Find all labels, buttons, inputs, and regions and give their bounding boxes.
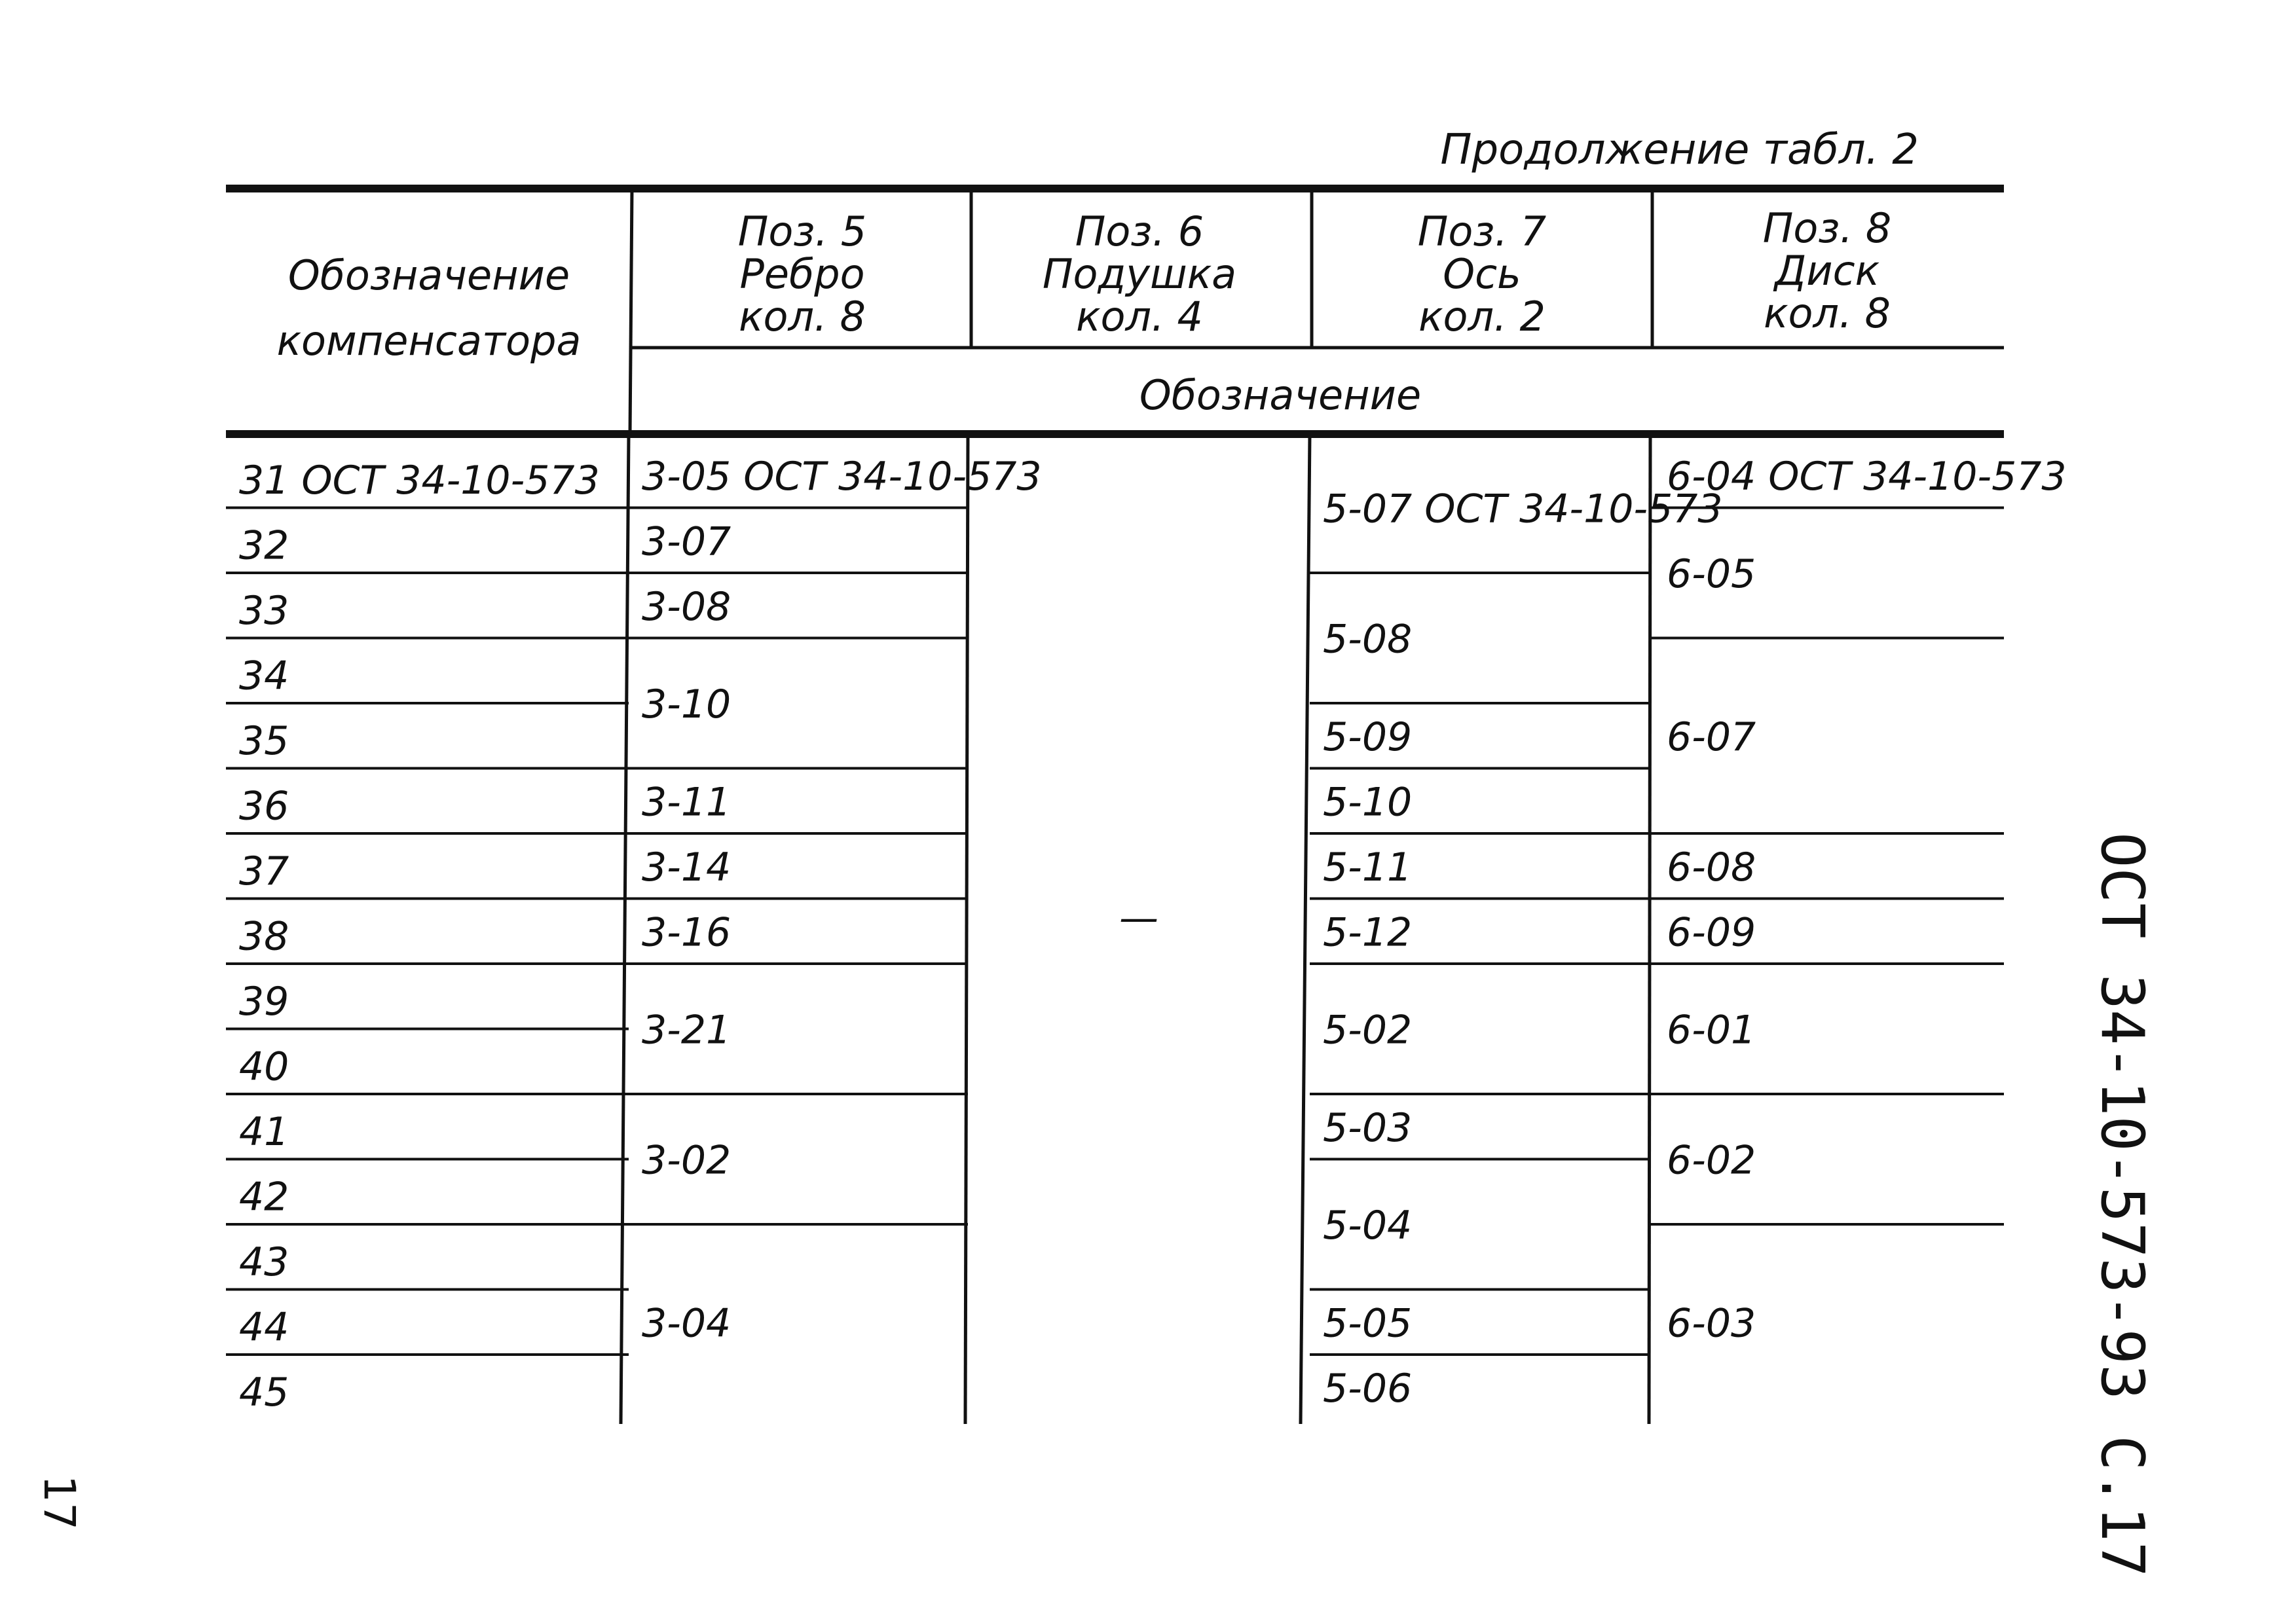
document-side-title: ОСТ 34-10-573-93 С.17 bbox=[2088, 832, 2157, 1577]
designation-row-1: 32 bbox=[239, 522, 289, 569]
poz5-cell-6: 3-16 bbox=[642, 909, 731, 956]
poz5-cell-4: 3-11 bbox=[642, 779, 731, 826]
header-col2-line1: Поз. 5 bbox=[737, 208, 867, 255]
designation-row-5: 36 bbox=[239, 783, 289, 830]
designation-row-9: 40 bbox=[239, 1044, 289, 1090]
poz5-cell-2: 3-08 bbox=[642, 583, 731, 630]
poz5-cell-9: 3-04 bbox=[642, 1300, 731, 1347]
col-divider-1 bbox=[621, 434, 629, 1424]
poz5-cell-0: 3-05 ОСТ 34-10-573 bbox=[642, 453, 1042, 500]
header-subheader: Обозначение bbox=[1139, 371, 1422, 419]
poz7-cell-8: 5-04 bbox=[1323, 1203, 1413, 1249]
header-col4-line1: Поз. 7 bbox=[1417, 208, 1547, 255]
table-body-cells bbox=[239, 454, 2067, 1415]
col-divider-1-header bbox=[630, 189, 632, 434]
designation-row-10: 41 bbox=[239, 1109, 289, 1155]
poz7-cell-1: 5-08 bbox=[1323, 616, 1413, 663]
col-divider-4 bbox=[1649, 434, 1650, 1424]
table-caption: Продолжение табл. 2 bbox=[1440, 126, 1919, 174]
poz5-cell-8: 3-02 bbox=[642, 1137, 731, 1184]
col-divider-2 bbox=[965, 434, 968, 1424]
header-col1-line1: Обозначение bbox=[287, 251, 570, 299]
page-number: 17 bbox=[34, 1475, 84, 1530]
poz8-cell-7: 6-03 bbox=[1667, 1300, 1756, 1347]
header-col1-line2: компенсатора bbox=[276, 317, 582, 365]
header-col4-line2: Ось bbox=[1443, 250, 1521, 298]
poz7-cell-0: 5-07 ОСТ 34-10-573 bbox=[1323, 486, 1723, 532]
designation-row-7: 38 bbox=[239, 913, 289, 960]
poz7-cell-7: 5-03 bbox=[1323, 1104, 1413, 1151]
poz5-cell-7: 3-21 bbox=[642, 1007, 731, 1053]
poz8-cell-5: 6-01 bbox=[1667, 1007, 1756, 1053]
designation-row-0: 31 ОСТ 34-10-573 bbox=[239, 458, 600, 503]
designation-row-2: 33 bbox=[239, 588, 289, 634]
poz5-cell-1: 3-07 bbox=[642, 519, 731, 565]
table-header bbox=[277, 204, 1892, 419]
designation-row-6: 37 bbox=[239, 848, 289, 894]
designation-row-8: 39 bbox=[239, 979, 289, 1025]
designation-row-14: 45 bbox=[239, 1370, 289, 1415]
poz7-cell-6: 5-02 bbox=[1323, 1007, 1413, 1053]
poz6-dash: — bbox=[1119, 895, 1158, 941]
header-col2-line3: кол. 8 bbox=[739, 293, 866, 340]
designation-row-12: 43 bbox=[239, 1239, 289, 1285]
poz8-cell-3: 6-08 bbox=[1667, 844, 1756, 890]
table-grid bbox=[226, 189, 2004, 1424]
header-col5-line1: Поз. 8 bbox=[1762, 204, 1892, 252]
header-col4-line3: кол. 2 bbox=[1418, 293, 1546, 340]
poz7-cell-9: 5-05 bbox=[1323, 1300, 1413, 1347]
poz8-cell-6: 6-02 bbox=[1667, 1137, 1756, 1184]
poz5-cell-3: 3-10 bbox=[642, 682, 731, 727]
poz8-cell-2: 6-07 bbox=[1667, 714, 1756, 760]
designation-row-13: 44 bbox=[239, 1304, 289, 1351]
header-col5-line3: кол. 8 bbox=[1764, 289, 1891, 337]
poz7-cell-5: 5-12 bbox=[1323, 909, 1413, 956]
header-col3-line1: Поз. 6 bbox=[1075, 208, 1204, 255]
poz8-cell-1: 6-05 bbox=[1667, 551, 1756, 597]
poz8-cell-0: 6-04 ОСТ 34-10-573 bbox=[1667, 453, 2067, 500]
poz7-cell-10: 5-06 bbox=[1323, 1365, 1413, 1412]
poz7-cell-4: 5-11 bbox=[1323, 844, 1413, 890]
poz5-cell-5: 3-14 bbox=[642, 844, 731, 890]
header-col2-line2: Ребро bbox=[739, 250, 865, 298]
poz7-cell-2: 5-09 bbox=[1323, 714, 1413, 760]
poz7-cell-3: 5-10 bbox=[1323, 779, 1413, 826]
header-col3-line3: кол. 4 bbox=[1076, 293, 1203, 340]
col-divider-3 bbox=[1301, 434, 1310, 1424]
header-col3-line2: Подушка bbox=[1042, 250, 1237, 298]
poz8-cell-4: 6-09 bbox=[1667, 909, 1756, 956]
header-col5-line2: Диск bbox=[1774, 247, 1880, 295]
designation-row-11: 42 bbox=[239, 1174, 289, 1220]
designation-row-4: 35 bbox=[239, 718, 289, 764]
designation-row-3: 34 bbox=[239, 653, 289, 699]
